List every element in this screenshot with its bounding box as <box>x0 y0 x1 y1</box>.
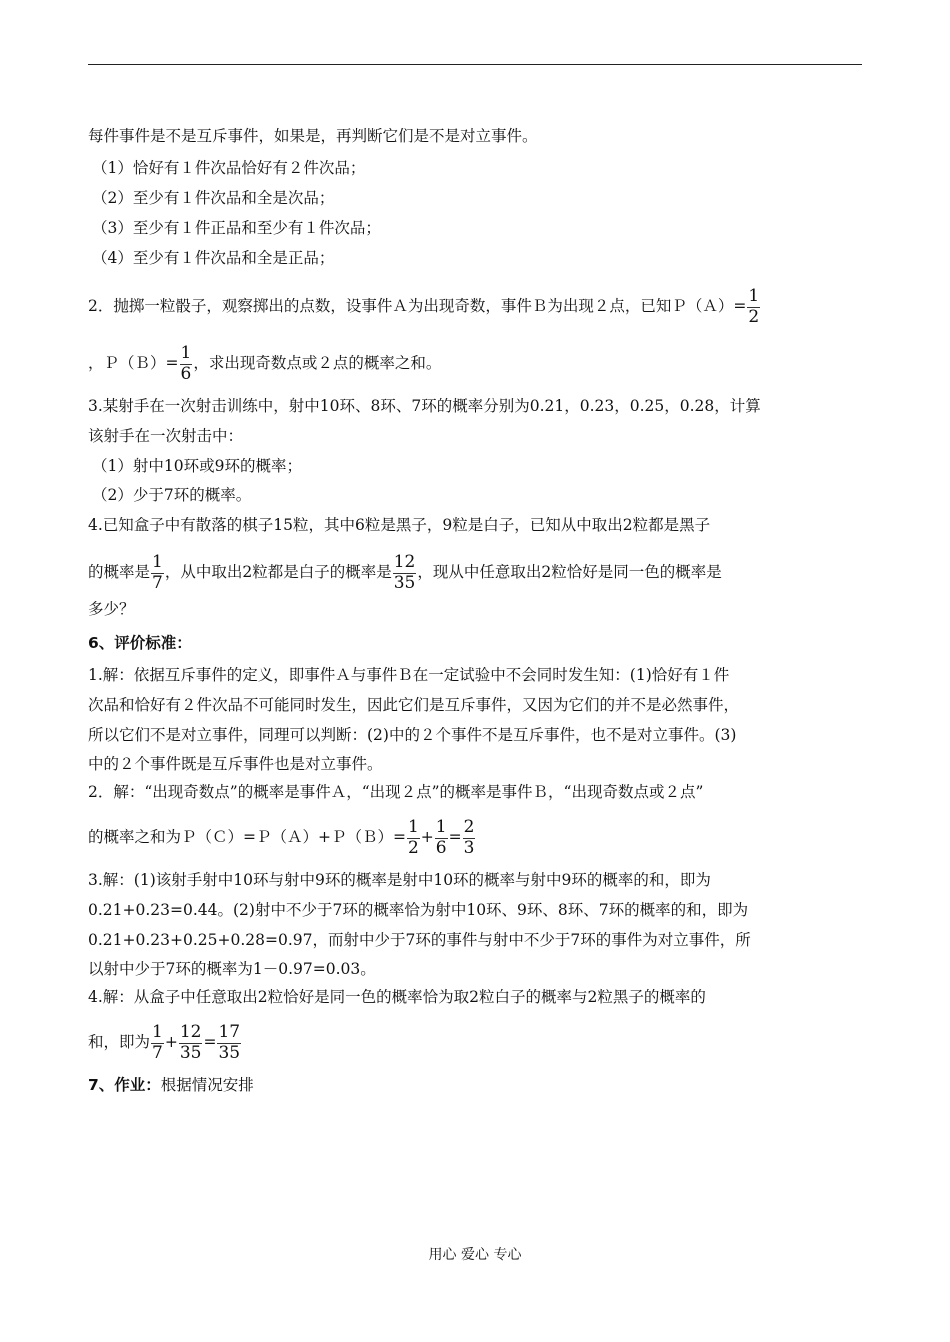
section-7 <box>88 1075 254 1095</box>
q2-text-2b: ，求出现奇数点或２点的概率之和。 <box>193 354 442 373</box>
fraction-pb <box>180 344 193 384</box>
fraction-black <box>151 553 164 593</box>
fraction-den: 6 <box>180 363 192 384</box>
q3-line-1: 3.某射手在一次射击训练中，射中10环、8环、7环的概率分别为0.21，0.23，0.25，0.28，计算 <box>88 397 761 415</box>
fraction-den: 35 <box>393 572 416 593</box>
q2-line-1 <box>88 287 761 327</box>
fraction-num: 1 <box>407 817 419 837</box>
fraction-num: 1 <box>180 343 192 363</box>
q4-text-2a: 的概率是 <box>88 563 151 582</box>
fraction-num: 12 <box>393 552 416 572</box>
fraction-2 <box>179 1023 203 1063</box>
fraction-den: 6 <box>435 837 447 858</box>
q2-text-2a: ，Ｐ（Ｂ）= <box>88 354 179 373</box>
plus-sign: + <box>420 828 434 847</box>
q1-item-1: （1）恰好有１件次品恰好有２件次品； <box>92 159 366 177</box>
fraction-1 <box>151 1023 164 1063</box>
section-6-heading: 6、评价标准： <box>88 634 192 652</box>
a2-line-1: 2．解：“出现奇数点”的概率是事件Ａ，“出现２点”的概率是事件Ｂ，“出现奇数点或２点” <box>88 783 704 801</box>
fraction-den: 7 <box>152 1042 163 1063</box>
a3-line-4: 以射中少于7环的概率为1－0.97=0.03。 <box>88 960 376 978</box>
a2-text-2a: 的概率之和为Ｐ（Ｃ）=Ｐ（Ａ）+Ｐ（Ｂ）= <box>88 828 406 847</box>
a1-line-1: 1.解：依据互斥事件的定义，即事件Ａ与事件Ｂ在一定试验中不会同时发生知：(1)恰好有１件 <box>88 666 730 684</box>
a2-line-2 <box>88 818 476 858</box>
fraction-3 <box>217 1023 241 1063</box>
fraction-2 <box>435 818 448 858</box>
q4-line-2 <box>88 553 722 593</box>
fraction-white <box>393 553 417 593</box>
equals-sign: = <box>203 1033 217 1052</box>
fraction-den: 3 <box>463 837 475 858</box>
q1-intro: 每件事件是不是互斥事件，如果是，再判断它们是不是对立事件。 <box>88 127 538 145</box>
q4-text-2b: ，从中取出2粒都是白子的概率是 <box>164 563 392 582</box>
fraction-den: 7 <box>152 572 163 593</box>
plus-sign: + <box>164 1033 178 1052</box>
fraction-num: 1 <box>748 286 760 306</box>
fraction-num: 1 <box>152 552 163 572</box>
fraction-den: 2 <box>748 306 760 327</box>
q4-line-3: 多少？ <box>88 600 135 618</box>
q2-line-2 <box>88 344 441 384</box>
q4-text-2c: ，现从中任意取出2粒恰好是同一色的概率是 <box>417 563 722 582</box>
a4-text-2a: 和，即为 <box>88 1033 151 1052</box>
q4-line-1: 4.已知盒子中有散落的棋子15粒，其中6粒是黑子，9粒是白子，已知从中取出2粒都是黑子 <box>88 516 711 534</box>
q3-item-2: （2）少于7环的概率。 <box>92 486 252 504</box>
a1-line-3: 所以它们不是对立事件，同理可以判断：(2)中的２个事件不是互斥事件，也不是对立事件。(3) <box>88 726 737 744</box>
fraction-pa <box>747 287 760 327</box>
fraction-1 <box>407 818 420 858</box>
fraction-num: 1 <box>435 817 447 837</box>
a3-line-2: 0.21+0.23=0.44。(2)射中不少于7环的概率恰为射中10环、9环、8环、7环的概率的和，即为 <box>88 901 749 919</box>
a1-line-4: 中的２个事件既是互斥事件也是对立事件。 <box>88 755 383 773</box>
fraction-3 <box>463 818 476 858</box>
header-rule <box>88 64 862 65</box>
fraction-den: 35 <box>179 1042 202 1063</box>
equals-sign: = <box>448 828 462 847</box>
fraction-num: 2 <box>463 817 475 837</box>
a3-line-3: 0.21+0.23+0.25+0.28=0.97，而射中少于7环的事件与射中不少于7环的事件为对立事件，所 <box>88 931 751 949</box>
fraction-num: 17 <box>218 1022 241 1042</box>
a4-line-1: 4.解：从盒子中任意取出2粒恰好是同一色的概率恰为取2粒白子的概率与2粒黑子的概率的 <box>88 988 706 1006</box>
q1-item-3: （3）至少有１件正品和至少有１件次品； <box>92 219 381 237</box>
fraction-den: 35 <box>218 1042 241 1063</box>
a4-line-2 <box>88 1023 242 1063</box>
a1-line-2: 次品和恰好有２件次品不可能同时发生，因此它们是互斥事件，又因为它们的并不是必然事件， <box>88 696 740 714</box>
q3-item-1: （1）射中10环或9环的概率； <box>92 457 302 475</box>
fraction-den: 2 <box>407 837 419 858</box>
fraction-num: 1 <box>152 1022 163 1042</box>
q3-line-2: 该射手在一次射击中： <box>88 427 244 445</box>
section-7-heading: 7、作业： <box>88 1076 161 1094</box>
page-footer: 用心 爱心 专心 <box>428 1247 522 1263</box>
section-7-text: 根据情况安排 <box>160 1076 254 1094</box>
fraction-num: 12 <box>179 1022 202 1042</box>
q1-item-4: （4）至少有１件次品和全是正品； <box>92 249 335 267</box>
q2-text-1: 2．抛掷一粒骰子，观察掷出的点数，设事件Ａ为出现奇数，事件Ｂ为出现２点，已知Ｐ（Ａ）= <box>88 297 747 316</box>
q1-item-2: （2）至少有１件次品和全是次品； <box>92 189 335 207</box>
a3-line-1: 3.解：(1)该射手射中10环与射中9环的概率是射中10环的概率与射中9环的概率的和，即为 <box>88 871 711 889</box>
